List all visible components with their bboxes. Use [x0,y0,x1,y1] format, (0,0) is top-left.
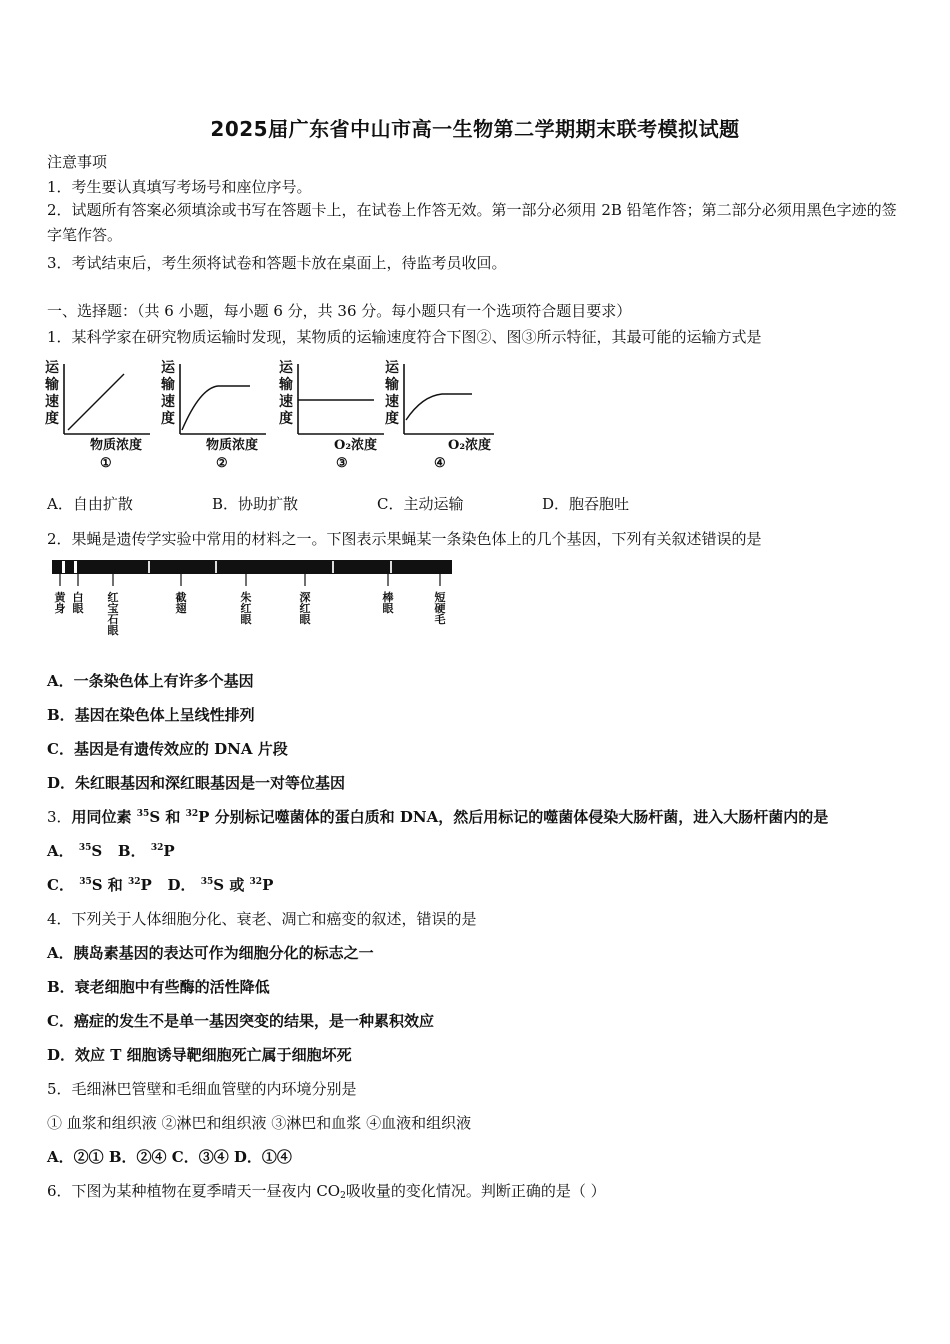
section-heading: 一、选择题：（共 6 小题，每小题 6 分，共 36 分。每小题只有一个选项符合题目要求） [47,302,632,320]
q1-stem: 1．某科学家在研究物质运输时发现，某物质的运输速度符合下图②、图③所示特征，其最可能的运输方式是 [47,328,762,346]
q1-option-a[interactable]: A．自由扩散 [47,495,133,513]
q3-options-cd[interactable]: C． $^{35}$S 和 $^{32}$P D． $^{35}$S 或 $^{32}$P [47,876,274,894]
gene-yellow-body: 黄身 [54,591,66,615]
gene-white-eye: 白眼 [72,591,84,615]
page-title: 2025届广东省中山市高一生物第二学期期末联考模拟试题 [210,117,740,141]
q2-stem: 2．果蝇是遗传学实验中常用的材料之一。下图表示果蝇某一条染色体上的几个基因，下列有关叙述错误的是 [47,530,762,548]
q4-option-c[interactable]: C．癌症的发生不是单一基因突变的结果，是一种累积效应 [47,1012,434,1030]
graph3-ylabel: 运输速度 [279,360,293,427]
notice-item-1: 1．考生要认真填写考场号和座位序号。 [47,178,312,196]
graph1-xlabel: 物质浓度 [90,438,143,453]
graph4-xlabel: O₂浓度 [448,438,492,453]
graph2-plot [178,364,268,436]
q2-option-b[interactable]: B．基因在染色体上呈线性排列 [47,706,255,724]
chromosome-bar [50,558,460,588]
q6-stem: 6．下图为某种植物在夏季晴天一昼夜内 $CO_2$吸收量的变化情况。判断正确的是（ ） [47,1182,606,1201]
q3-stem: 3．用同位素 $^{35}$S 和 $^{32}$P 分别标记噬菌体的蛋白质和 DNA，然后用标记的噬菌体侵染大肠杆菌，进入大肠杆菌内的是 [47,808,829,826]
q3-options-ab[interactable]: A． $^{35}$S B． $^{32}$P [47,842,175,860]
q1-option-b[interactable]: B．协助扩散 [212,495,299,513]
graph3-plot [296,364,386,436]
q4-option-a[interactable]: A．胰岛素基因的表达可作为细胞分化的标志之一 [47,944,374,962]
graph4-ylabel: 运输速度 [385,360,399,427]
gene-short-bristle: 短硬毛 [434,591,446,626]
gene-ruby-eye: 红宝石眼 [107,591,119,637]
graph2-xlabel: 物质浓度 [206,438,259,453]
notice-item-2: 2．试题所有答案必须填涂或书写在答题卡上，在试卷上作答无效。第一部分必须用 2B 铅笔作答；第二部分必须用黑色字迹的签字笔作答。 [47,201,897,244]
q5-stem: 5．毛细淋巴管壁和毛细血管壁的内环境分别是 [47,1080,357,1098]
gene-vermilion-eye: 朱红眼 [240,591,252,626]
q2-option-a[interactable]: A．一条染色体上有许多个基因 [47,672,254,690]
graph3-xlabel: O₂浓度 [334,438,378,453]
q4-option-b[interactable]: B．衰老细胞中有些酶的活性降低 [47,978,270,996]
gene-bar-eye: 棒眼 [382,591,394,615]
q4-stem: 4．下列关于人体细胞分化、衰老、凋亡和癌变的叙述，错误的是 [47,910,477,928]
graph3-number: ③ [336,456,348,471]
graph4-number: ④ [434,456,446,471]
notice-item-3: 3．考试结束后，考生须将试卷和答题卡放在桌面上，待监考员收回。 [47,254,507,272]
q5-choices: ① 血浆和组织液 ②淋巴和组织液 ③淋巴和血浆 ④血液和组织液 [47,1114,472,1132]
graph4-plot [402,364,496,436]
gene-carmine-eye: 深红眼 [299,591,311,626]
q2-option-c[interactable]: C．基因是有遗传效应的 DNA 片段 [47,740,288,758]
q1-option-d[interactable]: D．胞吞胞吐 [542,495,630,513]
notice-heading: 注意事项 [47,153,108,171]
q1-graphs [44,358,514,480]
q5-options[interactable]: A．②① B．②④ C．③④ D．①④ [47,1148,292,1166]
graph1-number: ① [100,456,112,471]
graph1-ylabel: 运输速度 [45,360,59,427]
chromosome-figure [50,558,460,638]
q1-option-c[interactable]: C．主动运输 [377,495,464,513]
q2-option-d[interactable]: D．朱红眼基因和深红眼基因是一对等位基因 [47,774,346,792]
q4-option-d[interactable]: D．效应 T 细胞诱导靶细胞死亡属于细胞坏死 [47,1046,352,1064]
gene-cut-wing: 截翅 [175,591,187,615]
graph2-ylabel: 运输速度 [161,360,175,427]
graph1-plot [62,364,152,436]
graph2-number: ② [216,456,228,471]
